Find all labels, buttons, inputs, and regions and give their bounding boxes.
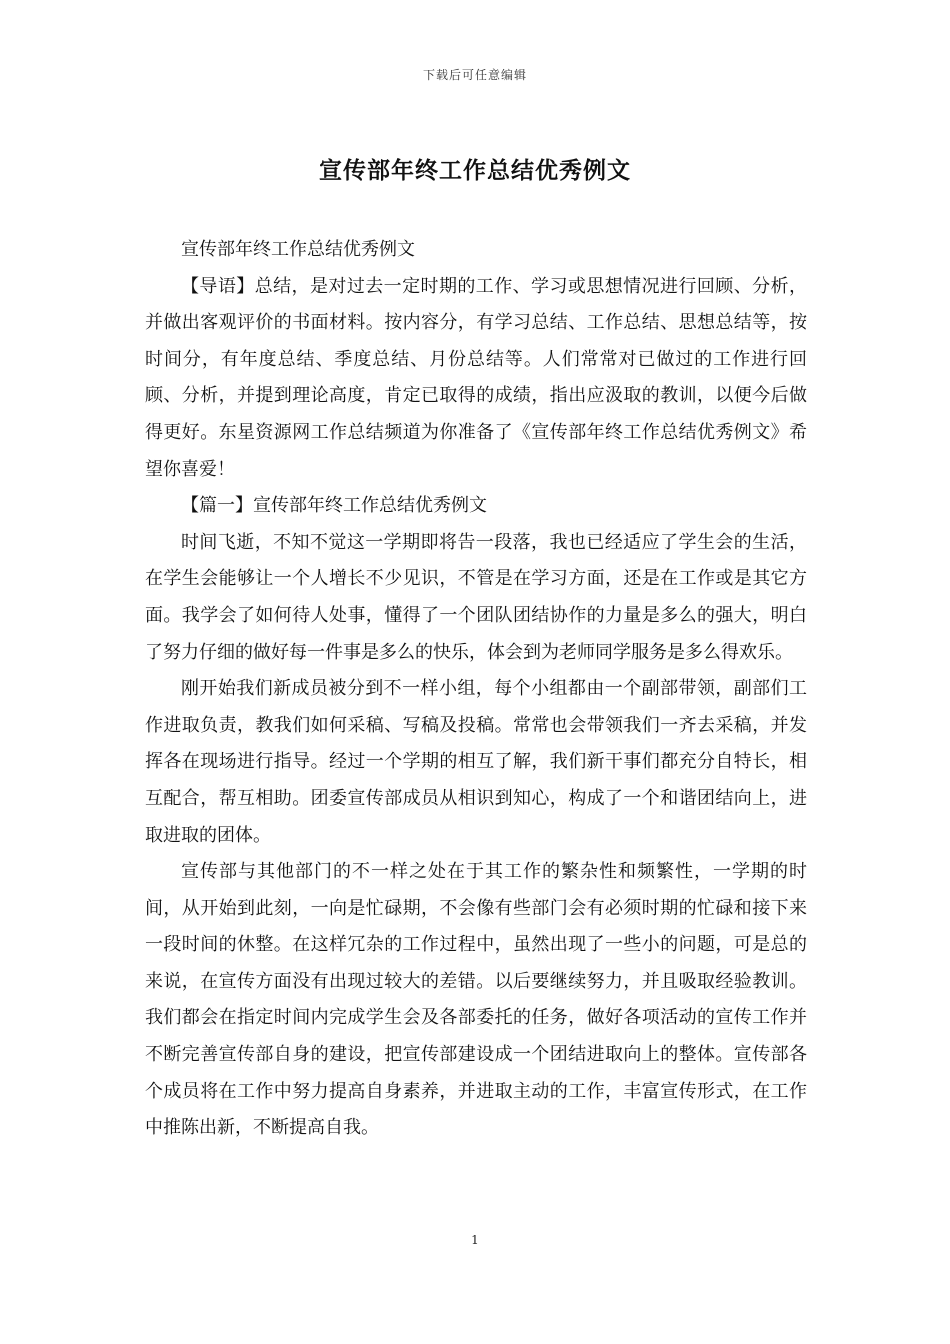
header-note: 下载后可任意编辑 (422, 68, 527, 82)
document-body (145, 232, 807, 1147)
body-paragraph: 刚开始我们新成员被分到不一样小组，每个小组都由一个副部带领，副部们工作进取负责，教我们如何采稿、写稿及投稿。常常也会带领我们一齐去采稿，并发挥各在现场进行指导。经过一个学期的相互了解，我们新干事们都充分自特长，相互配合，帮互相助。团委宣传部成员从相识到知心，构成了一个和谐团结向上，进取进取的团体。 (145, 678, 807, 846)
body-paragraph: 时间飞逝，不知不觉这一学期即将告一段落，我也已经适应了学生会的生活，在学生会能够让一个人增长不少见识，不管是在学习方面，还是在工作或是其它方面。我学会了如何待人处事，懂得了一个团队团结协作的力量是多么的强大，明白了努力仔细的做好每一件事是多么的快乐，体会到为老师同学服务是多么得欢乐。 (145, 531, 807, 663)
body-paragraph: 【导语】总结，是对过去一定时期的工作、学习或思想情况进行回顾、分析，并做出客观评价的书面材料。按内容分，有学习总结、工作总结、思想总结等，按时间分，有年度总结、季度总结、月份总结等。人们常常对已做过的工作进行回顾、分析，并提到理论高度，肯定已取得的成绩，指出应汲取的教训，以便今后做得更好。东星资源网工作总结频道为你准备了《宣传部年终工作总结优秀例文》希望你喜爱！ (145, 275, 807, 480)
page-number: 1 (471, 1233, 479, 1247)
body-paragraph: 宣传部与其他部门的不一样之处在于其工作的繁杂性和频繁性，一学期的时间，从开始到此刻，一向是忙碌期，不会像有些部门会有必须时期的忙碌和接下来一段时间的休整。在这样冗杂的工作过程中，虽然出现了一些小的问题，可是总的来说，在宣传方面没有出现过较大的差错。以后要继续努力，并且吸取经验教训。我们都会在指定时间内完成学生会及各部委托的任务，做好各项活动的宣传工作并不断完善宣传部自身的建设，把宣传部建设成一个团结进取向上的整体。宣传部各个成员将在工作中努力提高自身素养，并进取主动的工作，丰富宣传形式，在工作中推陈出新，不断提高自我。 (145, 861, 807, 1139)
body-paragraph: 【篇一】宣传部年终工作总结优秀例文 (181, 495, 487, 517)
body-paragraph: 宣传部年终工作总结优秀例文 (181, 239, 415, 260)
document-title: 宣传部年终工作总结优秀例文 (319, 157, 631, 184)
